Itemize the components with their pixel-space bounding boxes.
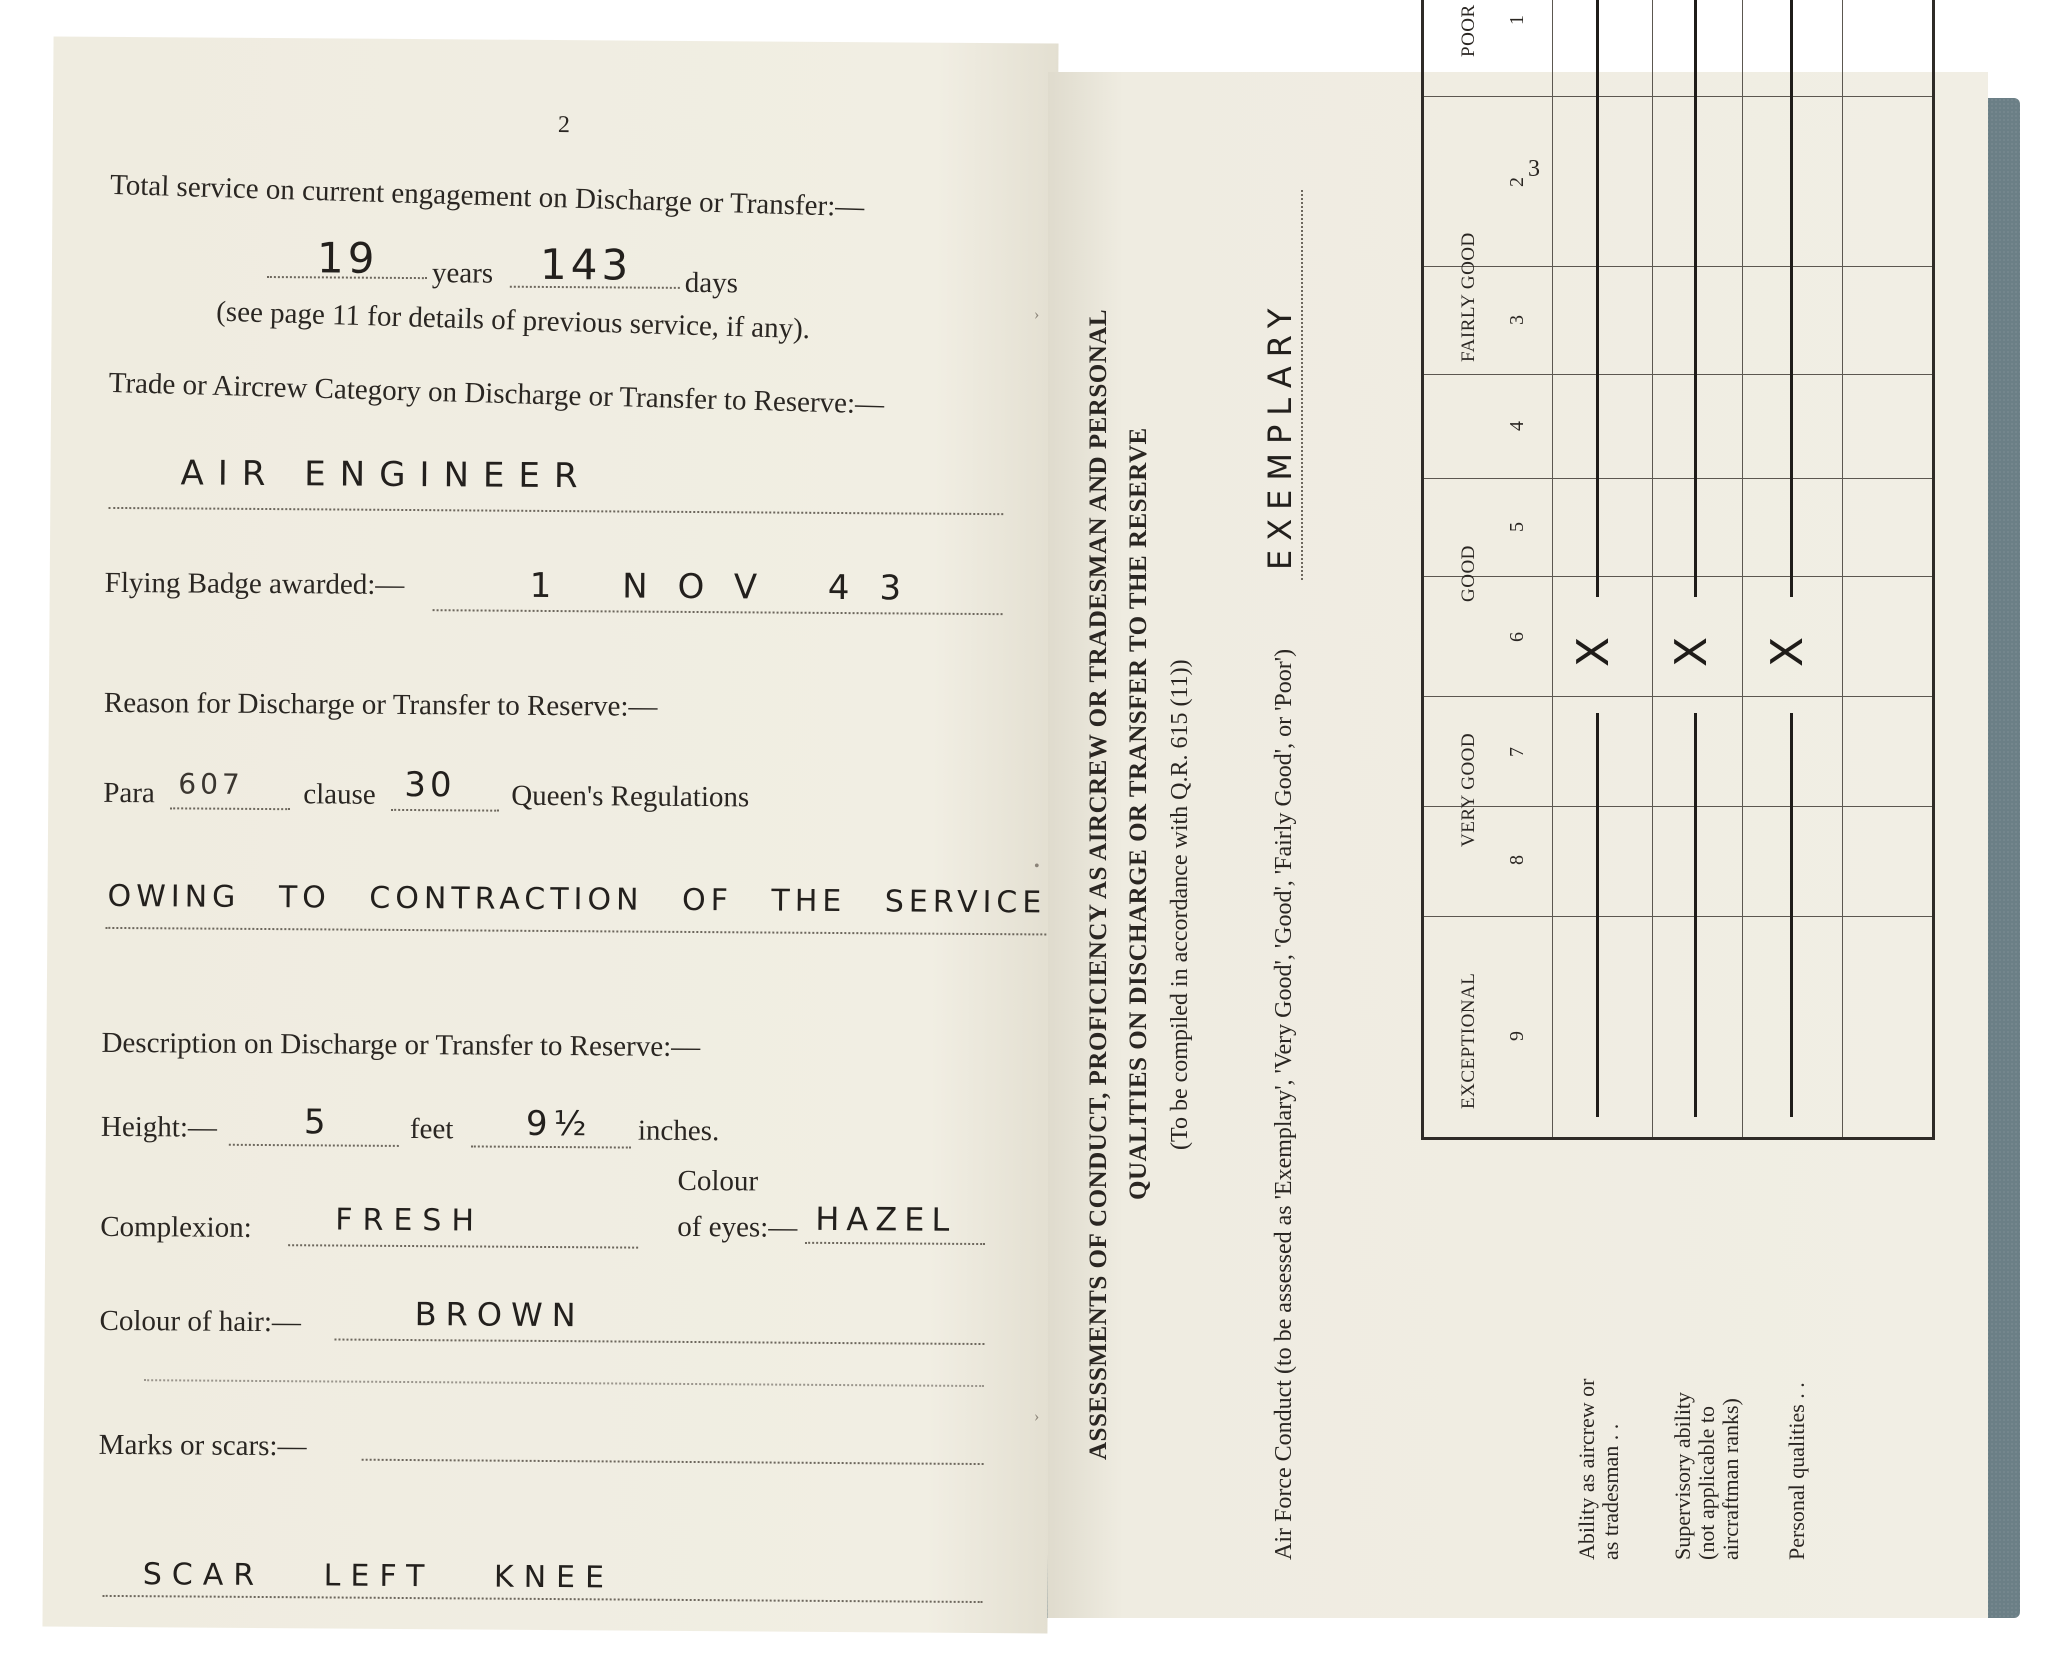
badge-label: Flying Badge awarded:— [104, 566, 405, 601]
marks-second-dotted-line [103, 1595, 983, 1603]
binding-stitch [1034, 858, 1042, 866]
rating-number: 1 [1506, 15, 1528, 25]
grid-line [1424, 576, 1932, 577]
reason-dotted-line [105, 927, 1065, 936]
eyes-dotted-line [805, 1242, 985, 1245]
eyes-label-line-1: Colour [677, 1164, 759, 1198]
grid-line [1424, 696, 1932, 697]
trade-dotted-line [108, 507, 1003, 515]
rating-number: 8 [1506, 855, 1528, 865]
row-label-supervisory-line-1: Supervisory ability [1670, 1391, 1695, 1560]
rating-mark-ability: X [1568, 636, 1619, 667]
service-heading: Total service on current engagement on Discharge or Transfer:— [109, 168, 865, 224]
rotated-assessment-panel [1075, 4, 1975, 1590]
category-fairly-good: FAIRLY GOOD [1458, 232, 1479, 362]
years-value: 19 [316, 233, 379, 283]
inches-label: inches. [637, 1114, 720, 1148]
trade-value: AIR ENGINEER [180, 453, 592, 497]
complexion-value: FRESH [335, 1202, 485, 1239]
years-label: years [431, 257, 494, 290]
row-label-ability [1575, 1379, 1623, 1560]
grid-line [1424, 806, 1932, 807]
marks-label: Marks or scars:— [98, 1428, 307, 1463]
conduct-label: Air Force Conduct (to be assessed as 'Exemplary', 'Very Good', 'Good', 'Fairly Good', or 'Poor') [1271, 648, 1297, 1560]
row-label-supervisory [1671, 1392, 1743, 1560]
complexion-dotted-line [288, 1244, 638, 1248]
hair-dotted-line [334, 1339, 984, 1346]
conduct-value: EXEMPLARY [1261, 299, 1299, 570]
category-good: GOOD [1458, 545, 1479, 602]
regs-label: Queen's Regulations [511, 779, 750, 814]
grid-line [1424, 96, 1932, 97]
binding-stitch [1034, 306, 1042, 314]
rating-number: 5 [1506, 522, 1528, 532]
rating-number: 2 [1506, 177, 1528, 187]
complexion-label: Complexion: [100, 1210, 252, 1244]
eyes-value: HAZEL [815, 1199, 957, 1239]
grid-line [1842, 0, 1843, 1137]
row-label-ability-line-1: Ability as aircrew or [1574, 1378, 1599, 1560]
eyes-label-line-2: of eyes:— [677, 1210, 798, 1244]
grid-line [1424, 478, 1932, 479]
grid-line [1742, 0, 1743, 1137]
badge-value: 1 NOV 43 [529, 565, 932, 609]
row-label-personal-line-1: Personal qualities . . [1784, 1382, 1809, 1560]
binding-stitch [1034, 1408, 1042, 1416]
reason-heading: Reason for Discharge or Transfer to Reserve:— [103, 686, 658, 723]
feet-label: feet [409, 1113, 454, 1146]
rating-band-ability [1596, 713, 1599, 1117]
conduct-dotted-line [1301, 190, 1303, 580]
category-poor: POOR [1458, 4, 1479, 57]
rating-number: 3 [1506, 315, 1528, 325]
marks-value: SCAR LEFT KNEE [142, 1557, 615, 1596]
hair-label: Colour of hair:— [99, 1304, 302, 1339]
see-page-note: (see page 11 for details of previous service, if any). [215, 295, 811, 346]
days-label: days [684, 266, 739, 300]
rating-mark-supervisory: X [1666, 636, 1717, 667]
rating-mark-personal: X [1762, 636, 1813, 667]
feet-dotted-line [229, 1144, 399, 1147]
hair-second-dotted-line [144, 1379, 984, 1387]
rating-band-ability [1596, 0, 1599, 597]
grid-line [1552, 0, 1553, 1137]
clause-label: clause [303, 778, 376, 811]
para-dotted-line [170, 807, 290, 810]
left-page [42, 37, 1058, 1634]
para-value: 607 [178, 767, 244, 801]
grid-line [1424, 916, 1932, 917]
reason-value: OWING TO CONTRACTION OF THE SERVICE [107, 878, 1047, 921]
rating-number: 4 [1506, 421, 1528, 431]
assessment-note: (To be compiled in accordance with Q.R. 615 (11)) [1167, 659, 1193, 1150]
rating-number: 7 [1506, 747, 1528, 757]
clause-value: 30 [404, 764, 456, 806]
clause-dotted-line [391, 809, 499, 812]
days-value: 143 [539, 239, 633, 290]
trade-heading: Trade or Aircrew Category on Discharge or Transfer to Reserve:— [108, 366, 885, 421]
category-very-good: VERY GOOD [1458, 732, 1479, 847]
rating-band-personal [1790, 0, 1793, 597]
assessment-grid [1421, 0, 1935, 1140]
row-label-ability-line-2: as tradesman . . [1598, 1423, 1623, 1560]
inches-value: 9½ [525, 1103, 593, 1145]
rating-number: 6 [1506, 632, 1528, 642]
inches-dotted-line [471, 1145, 631, 1148]
badge-dotted-line [433, 609, 1003, 615]
para-label: Para [103, 776, 155, 810]
height-label: Height:— [100, 1110, 218, 1144]
category-exceptional: EXCEPTIONAL [1458, 972, 1479, 1109]
grid-line [1652, 0, 1653, 1137]
row-label-personal [1785, 1382, 1809, 1560]
row-label-supervisory-line-2: (not applicable to [1694, 1406, 1719, 1560]
assessment-title-line-2: QUALITIES ON DISCHARGE OR TRANSFER TO THE RESERVE [1125, 427, 1152, 1200]
rating-number: 9 [1506, 1031, 1528, 1041]
feet-value: 5 [303, 1102, 340, 1143]
hair-value: BROWN [414, 1295, 585, 1335]
marks-dotted-line [362, 1459, 984, 1465]
row-label-supervisory-line-3: aircraftman ranks) [1718, 1398, 1743, 1560]
grid-line [1424, 266, 1932, 267]
description-heading: Description on Discharge or Transfer to Reserve:— [101, 1026, 701, 1064]
page-number: 3 [1528, 156, 1540, 182]
rating-band-supervisory [1694, 713, 1697, 1117]
rating-band-personal [1790, 713, 1793, 1117]
page-number: 2 [557, 112, 571, 139]
rating-band-supervisory [1694, 0, 1697, 597]
grid-line [1424, 374, 1932, 375]
assessment-title-line-1: ASSESSMENTS OF CONDUCT, PROFICIENCY AS AIRCREW OR TRADESMAN AND PERSONAL [1085, 309, 1112, 1460]
